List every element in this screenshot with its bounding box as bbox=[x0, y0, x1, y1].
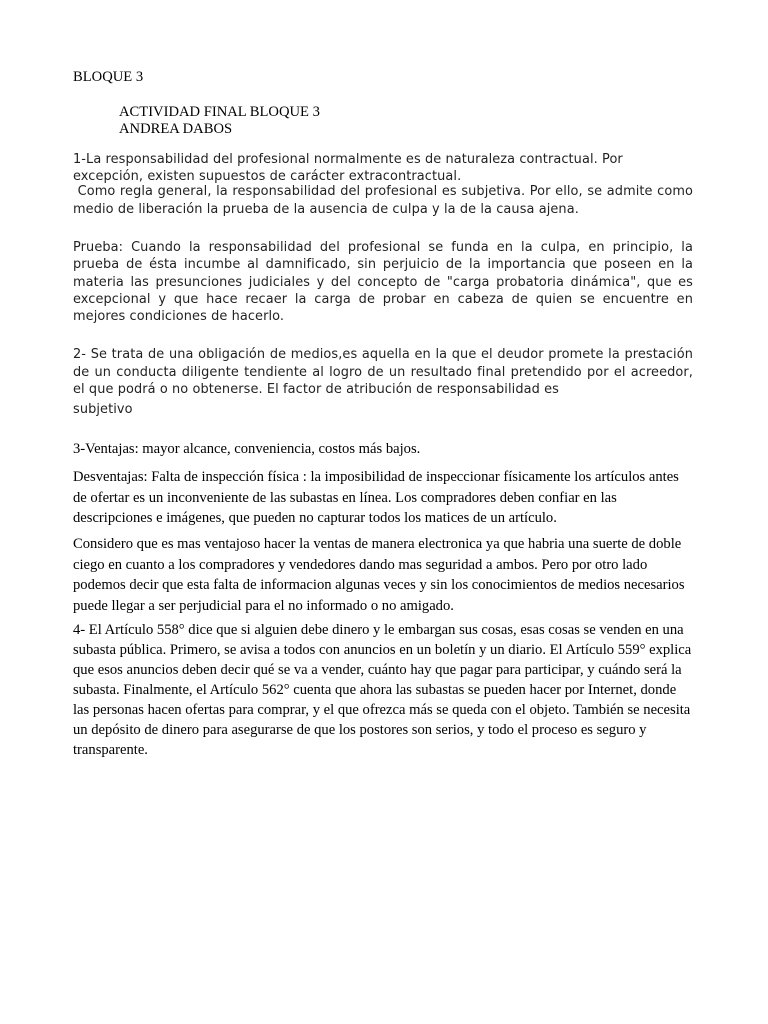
paragraph-4-articulos: 4- El Artículo 558° dice que si alguien debe dinero y le embargan sus cosas, esas cosas se venden en una subasta pública. Primero, se avisa a todos con anuncios en un boletín y un diario. El Artículo 559° explica que esos anuncios deben decir qué se va a vender, cuánto hay que pagar para participar, y cuándo será la subasta. Finalmente, el Artículo 562° cuenta que ahora las subastas se pueden hacer por Internet, donde las personas hacen ofertas para comprar, y el que ofrezca más se queda con el objeto. También se necesita un depósito de dinero para asegurarse de que los postores son serios, y todo el proceso es seguro y transparente. bbox=[73, 622, 692, 758]
paragraph-2-main: 2- Se trata de una obligación de medios,es aquella en la que el deudor promete la prestación de un conducta diligente tendiente al logro de un resultado final pretendido por el acreedor, el que podrá o no obtenerse. El factor de atribución de responsabilidad es bbox=[73, 347, 693, 397]
document-subtitle bbox=[119, 104, 739, 137]
activity-title: ACTIVIDAD FINAL BLOQUE 3 bbox=[119, 104, 320, 120]
paragraph-1-continuation: Como regla general, la responsabilidad del profesional es subjetiva. Por ello, se admite como medio de liberación la prueba de la ausencia de culpa y la de la causa ajena. bbox=[73, 184, 698, 217]
paragraph-prueba: Prueba: Cuando la responsabilidad del profesional se funda en la culpa, en principio, la prueba de ésta incumbe al damnificado, sin perjuicio de la importancia que poseen en la materia las presunciones judiciales y del concepto de "carga probatoria dinámica", que es excepcional y que hace recaer la carga de probar en cabeza de quien se encuentre en mejores condiciones de hacerlo. bbox=[73, 240, 693, 325]
paragraph-desventajas: Desventajas: Falta de inspección física : la imposibilidad de inspeccionar físicamente los artículos antes de ofertar es un inconveniente de las subastas en línea. Los compradores deben confiar en las descripciones e imágenes, que pueden no capturar todos los matices de un artículo. bbox=[73, 469, 679, 526]
author-name: ANDREA DABOS bbox=[119, 120, 233, 137]
paragraph-1-line-2: excepción, existen supuestos de carácter extracontractual. bbox=[73, 168, 462, 184]
paragraph-2-obligacion bbox=[73, 346, 693, 418]
paragraph-opinion: Considero que es mas ventajoso hacer la ventas de manera electronica ya que habria una suerte de doble ciego en cuanto a los compradores y vendedores dando mas seguridad a ambos. Pero por otro lado podemos decir que esta falta de informacion algunas veces y sin los conocimientos de medios necesarios puede llegar a ser perjudicial para el no informado o no amigado. bbox=[73, 536, 685, 614]
paragraph-3-ventajas: 3-Ventajas: mayor alcance, conveniencia, costos más bajos. bbox=[73, 441, 421, 457]
paragraph-1-intro bbox=[73, 152, 693, 185]
paragraph-1-line-1: 1-La responsabilidad del profesional normalmente es de naturaleza contractual. Por bbox=[73, 152, 623, 167]
document-heading: BLOQUE 3 bbox=[73, 69, 144, 85]
paragraph-2-last: subjetivo bbox=[73, 401, 133, 417]
